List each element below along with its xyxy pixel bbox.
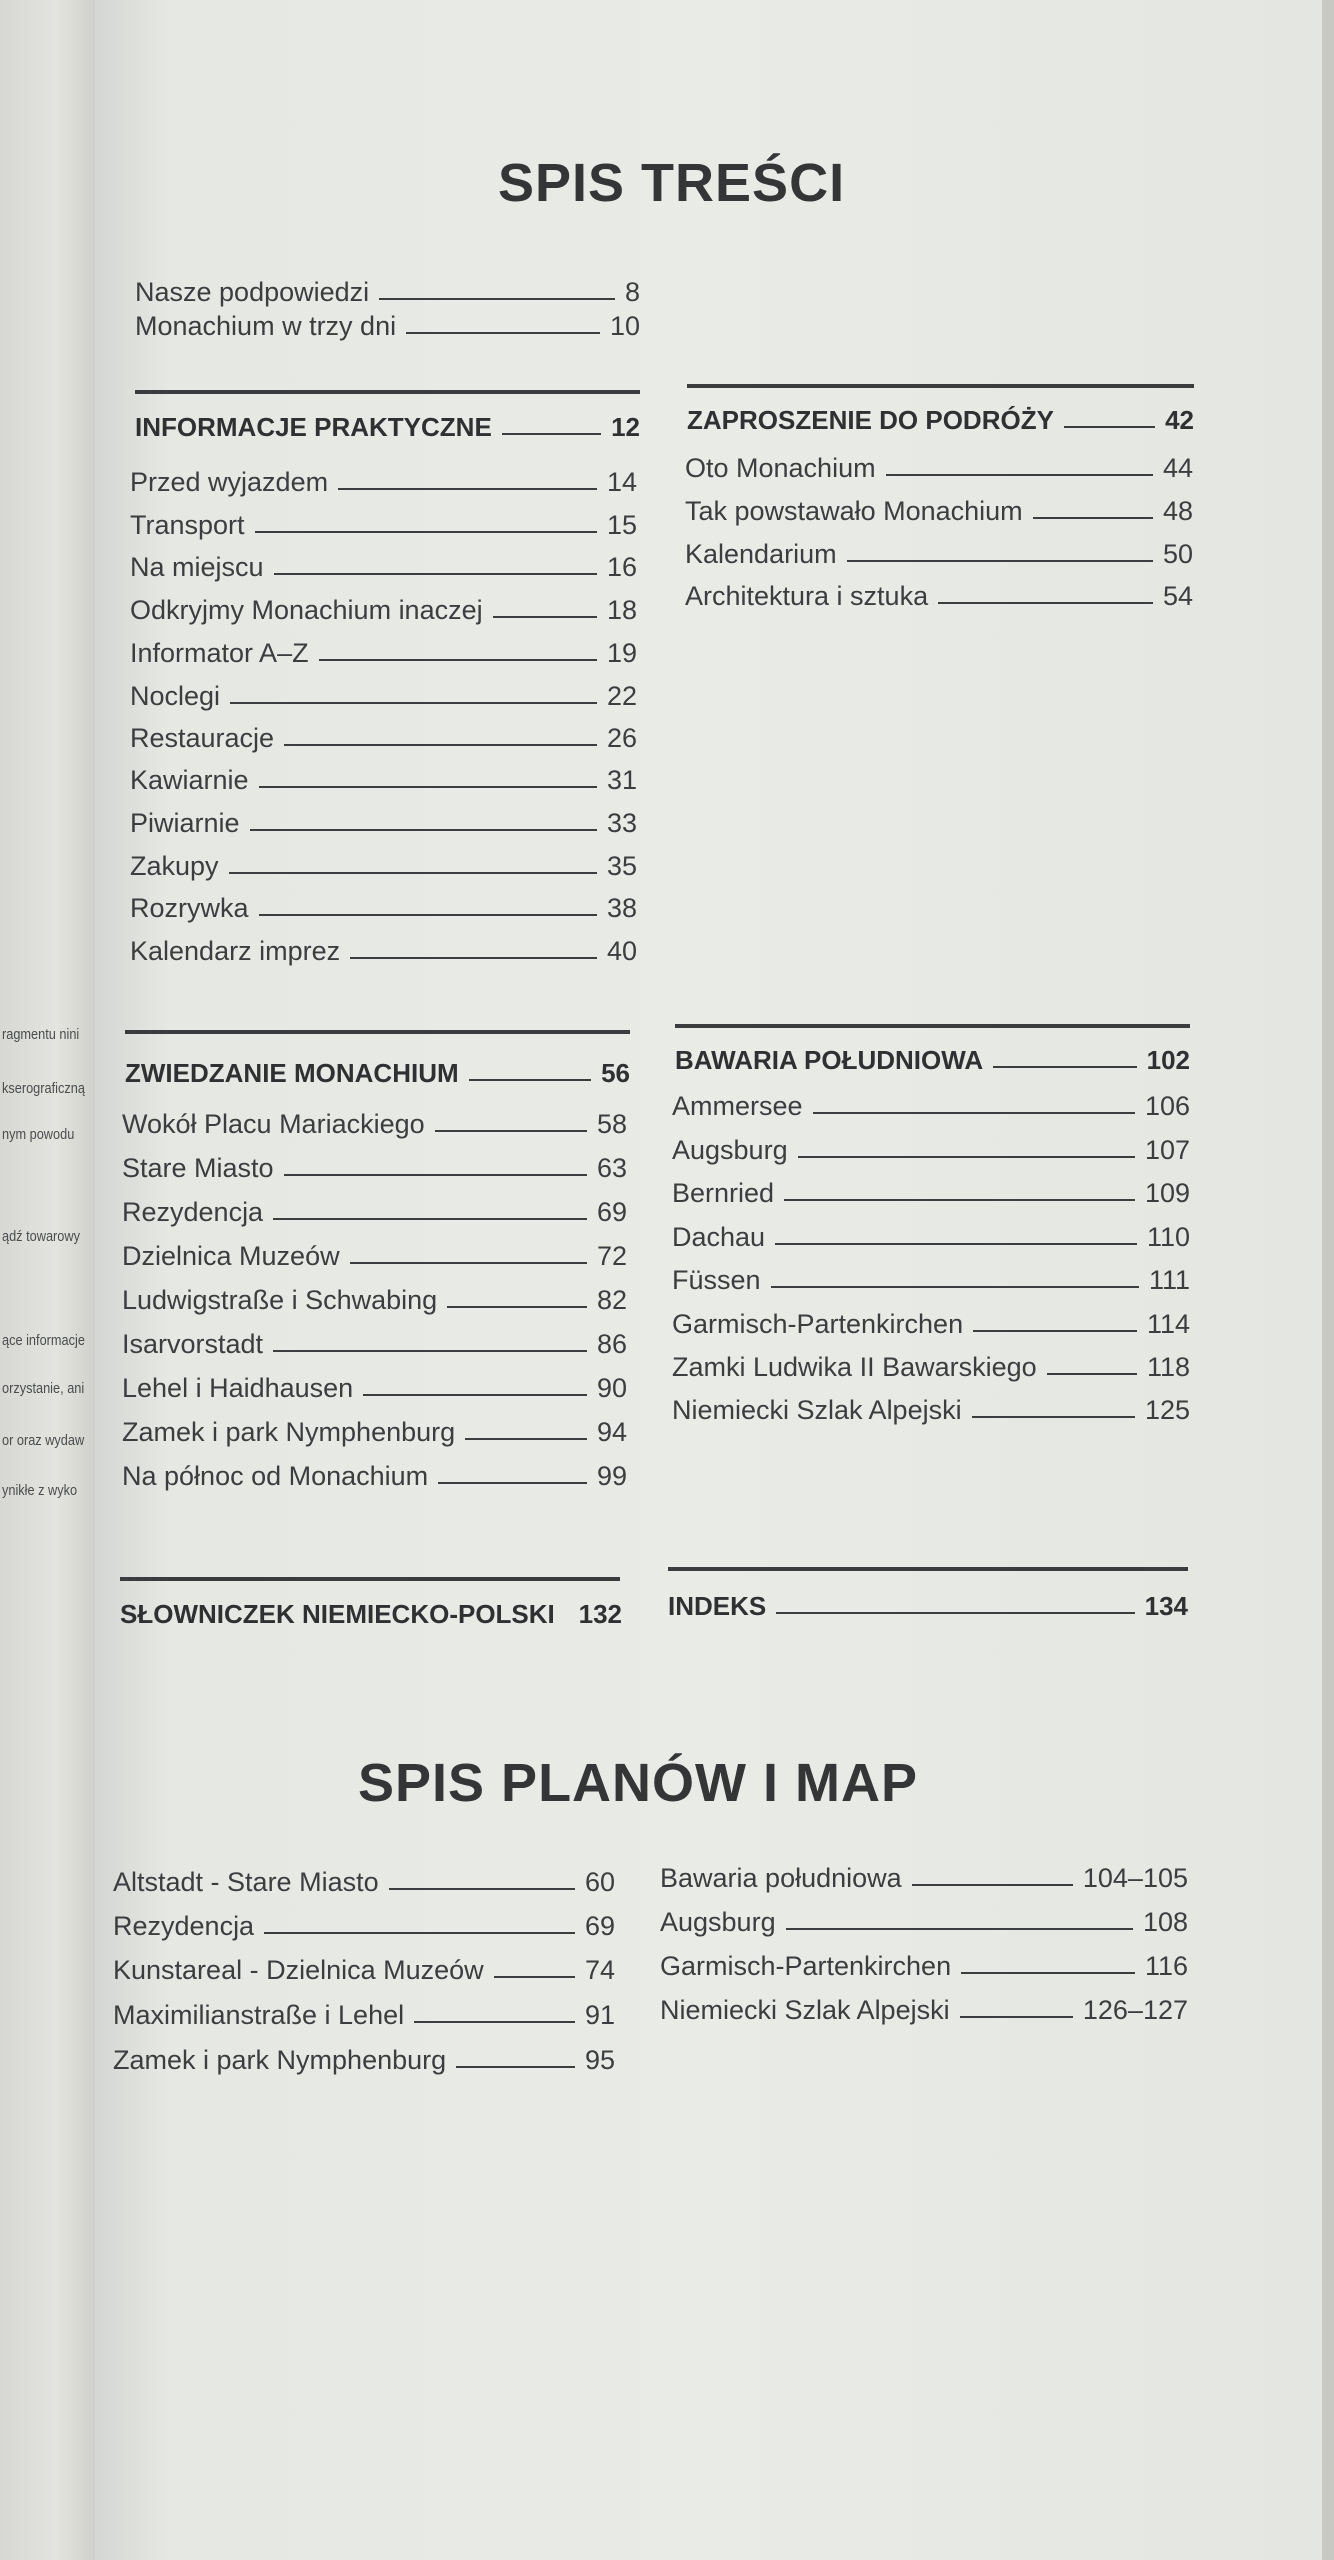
toc-entry-label: Kalendarium — [685, 539, 837, 569]
leader-line — [502, 433, 601, 435]
map-entry — [113, 1995, 615, 2031]
section-rule — [120, 1577, 620, 1581]
toc-entry-label: Monachium w trzy dni — [135, 311, 397, 341]
section-heading-label: ZAPROSZENIE DO PODRÓŻY — [687, 405, 1054, 435]
leader-line — [350, 957, 597, 959]
left-page-fragment: orzystanie, ani — [2, 1380, 85, 1397]
leader-line — [494, 1976, 575, 1978]
toc-entry-page: 26 — [606, 723, 637, 753]
toc-entry — [672, 1390, 1190, 1426]
toc-entry-label: Ammersee — [672, 1091, 803, 1121]
leader-line — [1064, 426, 1155, 428]
map-entry — [660, 1946, 1188, 1982]
map-entry-label: Augsburg — [660, 1907, 776, 1937]
map-entry-page: 60 — [584, 1867, 615, 1897]
toc-entry-page: 50 — [1162, 539, 1193, 569]
leader-line — [389, 1888, 575, 1890]
toc-section-heading — [135, 407, 640, 443]
left-page-fragment: ragmentu nini — [2, 1026, 80, 1043]
toc-entry-page: 35 — [606, 851, 637, 881]
toc-entry — [672, 1217, 1190, 1253]
leader-line — [447, 1306, 587, 1308]
toc-entry — [685, 491, 1193, 527]
map-entry — [113, 1950, 615, 1986]
leader-line — [274, 573, 597, 575]
toc-entry-page: 106 — [1144, 1091, 1190, 1121]
toc-entry-page: 33 — [606, 808, 637, 838]
toc-entry-page: 107 — [1144, 1135, 1190, 1165]
toc-entry-label: Piwiarnie — [130, 808, 240, 838]
toc-entry — [135, 306, 640, 342]
leader-line — [259, 786, 597, 788]
leader-line — [1047, 1373, 1137, 1375]
map-entry-label: Zamek i park Nymphenburg — [113, 2045, 447, 2075]
toc-entry-page: 48 — [1162, 496, 1193, 526]
toc-entry — [130, 676, 637, 712]
leader-line — [435, 1130, 587, 1132]
toc-entry-label: Tak powstawało Monachium — [685, 496, 1023, 526]
toc-entry-page: 86 — [596, 1329, 627, 1359]
toc-entry-page: 10 — [609, 311, 640, 341]
left-page-fragment: ądź towarowy — [2, 1228, 80, 1245]
toc-entry-label: Restauracje — [130, 723, 275, 753]
section-heading-page: 56 — [601, 1058, 630, 1088]
map-entry — [660, 1858, 1188, 1894]
toc-title: SPIS TREŚCI — [498, 153, 846, 213]
map-entry — [113, 2040, 615, 2076]
leader-line — [379, 298, 615, 300]
leader-line — [438, 1482, 587, 1484]
toc-entry-page: 22 — [606, 681, 637, 711]
toc-entry-page: 110 — [1146, 1222, 1190, 1252]
section-heading-page: 132 — [578, 1599, 622, 1629]
toc-entry-page: 90 — [596, 1373, 627, 1403]
toc-entry-label: Stare Miasto — [122, 1153, 274, 1183]
toc-section-heading — [668, 1586, 1188, 1622]
leader-line — [273, 1350, 587, 1352]
toc-entry-page: 40 — [606, 936, 637, 966]
leader-line — [255, 531, 597, 533]
section-heading-page: 12 — [611, 412, 640, 442]
leader-line — [259, 914, 597, 916]
section-heading-page: 42 — [1165, 405, 1194, 435]
leader-line — [776, 1612, 1134, 1614]
map-entry-page: 74 — [584, 1955, 615, 1985]
toc-entry-page: 72 — [596, 1241, 627, 1271]
leader-line — [456, 2066, 575, 2068]
left-page-edge — [0, 0, 95, 2560]
toc-entry-page: 69 — [596, 1197, 627, 1227]
toc-entry — [122, 1104, 627, 1140]
toc-entry-page: 16 — [606, 552, 637, 582]
toc-entry — [685, 448, 1193, 484]
leader-line — [230, 702, 597, 704]
toc-entry-page: 58 — [596, 1109, 627, 1139]
toc-entry — [130, 462, 637, 498]
maps-title: SPIS PLANÓW I MAP — [358, 1753, 919, 1813]
toc-entry-label: Wokół Placu Mariackiego — [122, 1109, 425, 1139]
map-entry-label: Niemiecki Szlak Alpejski — [660, 1995, 950, 2025]
toc-entry-page: 54 — [1162, 581, 1193, 611]
map-entry — [113, 1906, 615, 1942]
leader-line — [284, 744, 597, 746]
section-rule — [668, 1567, 1188, 1571]
toc-entry — [672, 1086, 1190, 1122]
toc-entry — [672, 1173, 1190, 1209]
toc-entry — [672, 1260, 1190, 1296]
leader-line — [414, 2021, 575, 2023]
leader-line — [771, 1286, 1139, 1288]
section-rule — [135, 390, 640, 394]
toc-entry-page: 94 — [596, 1417, 627, 1447]
toc-entry-label: Dachau — [672, 1222, 766, 1252]
section-rule — [675, 1024, 1190, 1028]
toc-entry — [122, 1324, 627, 1360]
map-entry-page: 95 — [584, 2045, 615, 2075]
map-entry-label: Maximilianstraße i Lehel — [113, 2000, 405, 2030]
section-rule — [125, 1030, 630, 1034]
toc-entry-page: 14 — [606, 467, 637, 497]
leader-line — [775, 1243, 1137, 1245]
map-entry-page: 126–127 — [1082, 1995, 1188, 2025]
toc-entry — [672, 1347, 1190, 1383]
left-page-fragment: ynikłe z wyko — [2, 1482, 78, 1499]
toc-entry-label: Rezydencja — [122, 1197, 264, 1227]
leader-line — [350, 1262, 587, 1264]
toc-section-heading — [687, 400, 1194, 436]
toc-entry — [130, 931, 637, 967]
toc-entry — [130, 590, 637, 626]
toc-entry-page: 109 — [1144, 1178, 1190, 1208]
toc-entry-label: Rozrywka — [130, 893, 249, 923]
toc-entry-page: 8 — [624, 277, 640, 307]
page-edge — [1322, 0, 1334, 2560]
toc-entry — [672, 1304, 1190, 1340]
toc-entry-label: Noclegi — [130, 681, 221, 711]
leader-line — [465, 1438, 587, 1440]
toc-entry-page: 31 — [606, 765, 637, 795]
leader-line — [469, 1079, 591, 1081]
toc-entry — [122, 1148, 627, 1184]
leader-line — [813, 1112, 1135, 1114]
map-entry-label: Rezydencja — [113, 1911, 255, 1941]
toc-entry — [130, 888, 637, 924]
toc-entry-label: Przed wyjazdem — [130, 467, 329, 497]
toc-entry-label: Na miejscu — [130, 552, 264, 582]
toc-entry-label: Ludwigstraße i Schwabing — [122, 1285, 438, 1315]
toc-entry-label: Odkryjmy Monachium inaczej — [130, 595, 483, 625]
toc-entry-label: Zamek i park Nymphenburg — [122, 1417, 456, 1447]
leader-line — [993, 1066, 1136, 1068]
toc-entry — [130, 547, 637, 583]
leader-line — [973, 1330, 1137, 1332]
leader-line — [972, 1416, 1135, 1418]
toc-entry — [122, 1456, 627, 1492]
leader-line — [961, 1972, 1135, 1974]
section-rule — [687, 384, 1194, 388]
leader-line — [912, 1884, 1073, 1886]
toc-entry-label: Dzielnica Muzeów — [122, 1241, 340, 1271]
toc-entry-label: Transport — [130, 510, 245, 540]
map-entry-page: 108 — [1142, 1907, 1188, 1937]
leader-line — [960, 2016, 1073, 2018]
toc-entry-label: Oto Monachium — [685, 453, 876, 483]
toc-entry-label: Informator A–Z — [130, 638, 309, 668]
toc-entry-label: Nasze podpowiedzi — [135, 277, 370, 307]
toc-entry-label: Garmisch-Partenkirchen — [672, 1309, 964, 1339]
leader-line — [493, 616, 597, 618]
section-heading-label: BAWARIA POŁUDNIOWA — [675, 1045, 984, 1075]
map-entry — [660, 1990, 1188, 2026]
section-heading-label: INFORMACJE PRAKTYCZNE — [135, 412, 492, 442]
toc-entry-page: 63 — [596, 1153, 627, 1183]
toc-entry-page: 19 — [606, 638, 637, 668]
leader-line — [406, 332, 600, 334]
map-entry-page: 116 — [1144, 1951, 1188, 1981]
left-page-fragment: or oraz wydaw — [2, 1432, 85, 1449]
toc-entry-label: Lehel i Haidhausen — [122, 1373, 354, 1403]
left-page-fragment: kserograficzną — [2, 1080, 85, 1097]
map-entry-label: Garmisch-Partenkirchen — [660, 1951, 952, 1981]
toc-entry — [122, 1368, 627, 1404]
toc-entry-label: Zakupy — [130, 851, 219, 881]
leader-line — [798, 1156, 1135, 1158]
leader-line — [319, 659, 597, 661]
toc-entry — [685, 576, 1193, 612]
toc-entry-label: Füssen — [672, 1265, 761, 1295]
toc-entry-page: 18 — [606, 595, 637, 625]
leader-line — [338, 488, 597, 490]
leader-line — [250, 829, 597, 831]
toc-entry — [130, 633, 637, 669]
map-entry-label: Bawaria południowa — [660, 1863, 902, 1893]
toc-entry — [122, 1412, 627, 1448]
map-entry — [113, 1862, 615, 1898]
leader-line — [786, 1928, 1133, 1930]
toc-entry — [685, 534, 1193, 570]
toc-entry-label: Niemiecki Szlak Alpejski — [672, 1395, 962, 1425]
toc-entry-page: 15 — [606, 510, 637, 540]
leader-line — [847, 560, 1153, 562]
map-entry-label: Altstadt - Stare Miasto — [113, 1867, 379, 1897]
leader-line — [784, 1199, 1135, 1201]
section-heading-page: 134 — [1144, 1591, 1188, 1621]
toc-entry — [130, 760, 637, 796]
toc-entry-page: 99 — [596, 1461, 627, 1491]
leader-line — [886, 474, 1153, 476]
toc-entry — [672, 1130, 1190, 1166]
toc-entry — [122, 1192, 627, 1228]
toc-entry-label: Zamki Ludwika II Bawarskiego — [672, 1352, 1037, 1382]
toc-entry-label: Architektura i sztuka — [685, 581, 929, 611]
toc-entry — [130, 505, 637, 541]
map-entry-page: 104–105 — [1082, 1863, 1188, 1893]
toc-section-heading — [675, 1040, 1190, 1076]
leader-line — [363, 1394, 587, 1396]
toc-entry-label: Bernried — [672, 1178, 775, 1208]
map-entry-page: 69 — [584, 1911, 615, 1941]
toc-entry — [122, 1236, 627, 1272]
toc-entry-page: 44 — [1162, 453, 1193, 483]
section-heading-label: SŁOWNICZEK NIEMIECKO-POLSKI — [120, 1599, 555, 1629]
toc-entry — [130, 803, 637, 839]
leader-line — [273, 1218, 587, 1220]
leader-line — [229, 872, 597, 874]
toc-entry-page: 125 — [1144, 1395, 1190, 1425]
leader-line — [284, 1174, 587, 1176]
leader-line — [264, 1932, 575, 1934]
toc-entry-label: Na północ od Monachium — [122, 1461, 429, 1491]
section-heading-page: 102 — [1146, 1045, 1190, 1075]
toc-section-heading — [125, 1053, 630, 1089]
map-entry-label: Kunstareal - Dzielnica Muzeów — [113, 1955, 484, 1985]
left-page-fragment: ące informacje — [2, 1332, 85, 1349]
toc-entry-page: 111 — [1148, 1265, 1190, 1295]
map-entry-page: 91 — [584, 2000, 615, 2030]
toc-entry-page: 114 — [1146, 1309, 1190, 1339]
toc-entry-page: 38 — [606, 893, 637, 923]
toc-entry-label: Isarvorstadt — [122, 1329, 264, 1359]
toc-entry-label: Kalendarz imprez — [130, 936, 341, 966]
toc-section-heading — [120, 1594, 622, 1630]
toc-entry — [130, 718, 637, 754]
map-entry — [660, 1902, 1188, 1938]
leader-line — [1033, 517, 1153, 519]
section-heading-label: ZWIEDZANIE MONACHIUM — [125, 1058, 459, 1088]
toc-entry-page: 82 — [596, 1285, 627, 1315]
left-page-fragment: nym powodu — [2, 1126, 75, 1143]
toc-entry-label: Kawiarnie — [130, 765, 249, 795]
leader-line — [938, 602, 1153, 604]
toc-entry-label: Augsburg — [672, 1135, 788, 1165]
toc-entry — [122, 1280, 627, 1316]
section-heading-label: INDEKS — [668, 1591, 767, 1621]
toc-entry-page: 118 — [1146, 1352, 1190, 1382]
toc-entry — [130, 846, 637, 882]
toc-entry — [135, 272, 640, 308]
